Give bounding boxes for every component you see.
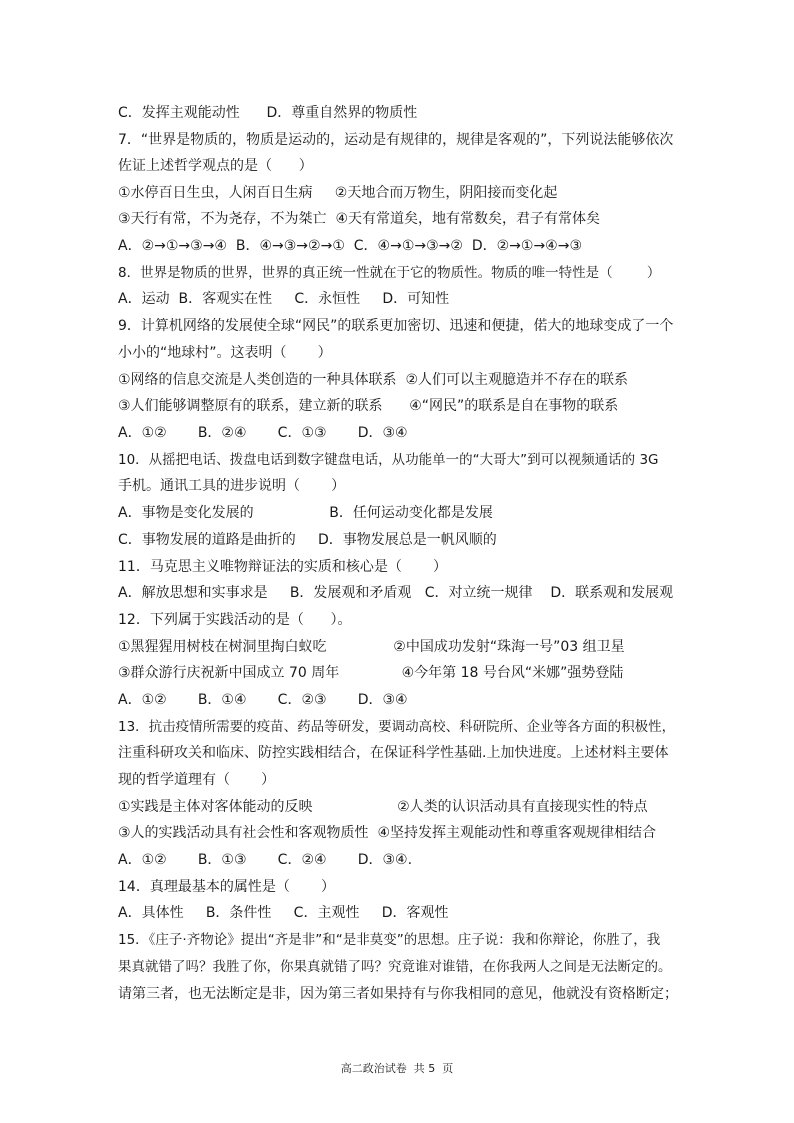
text-line: 小小的“地球村”。这表明（ ）	[118, 345, 332, 361]
text-line: A．事物是变化发展的 B．任何运动变化都是发展	[118, 505, 493, 521]
text-line: ③天行有常，不为尧存，不为桀亡 ④天有常道矣，地有常数矣，君子有常体矣	[118, 211, 600, 227]
text-line: C．事物发展的道路是曲折的 D．事物发展总是一帆风顺的	[118, 532, 497, 548]
page-footer: 高二政治试卷 共 5 页	[340, 1062, 454, 1075]
text-line: 9．计算机网络的发展使全球“网民”的联系更加密切、迅速和便捷，偌大的地球变成了一个	[118, 318, 674, 334]
text-line: ③人的实践活动具有社会性和客观物质性 ④坚持发挥主观能动性和尊重客观规律相结合	[118, 825, 656, 841]
text-line: ①实践是主体对客体能动的反映 ②人类的认识活动具有直接现实性的特点	[118, 799, 648, 815]
text-line: 14．真理最基本的属性是（ ）	[118, 879, 335, 895]
text-line: 15．《庄子·齐物论》提出“齐是非”和“是非莫变”的思想。庄子说：我和你辩论，你胜了，我	[118, 932, 661, 948]
text-line: 佐证上述哲学观点的是（ ）	[118, 158, 313, 174]
text-line: A．①② B．②④ C．①③ D．③④	[118, 425, 408, 441]
text-line: 果真就错了吗？我胜了你，你果真就错了吗？究竟谁对谁错，在你我两人之间是无法断定的。	[118, 959, 672, 975]
text-line: 注重科研攻关和临床、防控实践相结合，在保证科学性基础.上加快进度。上述材料主要体	[118, 745, 669, 761]
text-line: A．①② B．①③ C．②④ D．③④.	[118, 852, 413, 868]
text-line: 现的哲学道理有（ ）	[118, 772, 276, 788]
text-line: A．①② B．①④ C．②③ D．③④	[118, 692, 408, 708]
text-line: ①黑猩猩用树枝在树洞里掏白蚁吃 ②中国成功发射“珠海一号”03 组卫星	[118, 639, 625, 655]
text-line: 13．抗击疫情所需要的疫苗、药品等研发，要调动高校、科研院所、企业等各方面的积极性，	[118, 719, 676, 735]
text-line: 11．马克思主义唯物辩证法的实质和核心是（ ）	[118, 559, 447, 575]
text-line: ①网络的信息交流是人类创造的一种具体联系 ②人们可以主观臆造并不存在的联系	[118, 372, 628, 388]
text-line: 请第三者，也无法断定是非，因为第三者如果持有与你我相同的意见，他就没有资格断定；	[118, 986, 678, 1002]
text-line: 12．下列属于实践活动的是（ ）。	[118, 612, 352, 628]
text-line: A．②→①→③→④ B．④→③→②→① C．④→①→③→② D．②→①→④→③	[118, 238, 583, 254]
text-line: 8．世界是物质的世界，世界的真正统一性就在于它的物质性。物质的唯一特性是（ ）	[118, 265, 661, 281]
text-line: A．具体性 B．条件性 C．主观性 D．客观性	[118, 905, 449, 921]
text-line: ①水停百日生虫，人闲百日生病 ②天地合而万物生，阴阳接而变化起	[118, 185, 558, 201]
text-line: 手机。通讯工具的进步说明（ ）	[118, 478, 346, 494]
text-line: A．运动 B．客观实在性 C．永恒性 D．可知性	[118, 291, 450, 307]
text-line: 10．从摇把电话、拨盘电话到数字键盘电话，从功能单一的“大哥大”到可以视频通话的 3G	[118, 452, 659, 468]
text-line: C．发挥主观能动性 D．尊重自然界的物质性	[118, 105, 418, 121]
text-line: ③群众游行庆祝新中国成立 70 周年 ④今年第 18 号台风“米娜”强势登陆	[118, 665, 624, 681]
text-line: ③人们能够调整原有的联系，建立新的联系 ④“网民”的联系是自在事物的联系	[118, 398, 619, 414]
text-line: 7．“世界是物质的，物质是运动的，运动是有规律的，规律是客观的”，下列说法能够依次	[118, 132, 674, 148]
text-line: A．解放思想和实事求是 B．发展观和矛盾观 C．对立统一规律 D．联系观和发展观	[118, 585, 674, 601]
